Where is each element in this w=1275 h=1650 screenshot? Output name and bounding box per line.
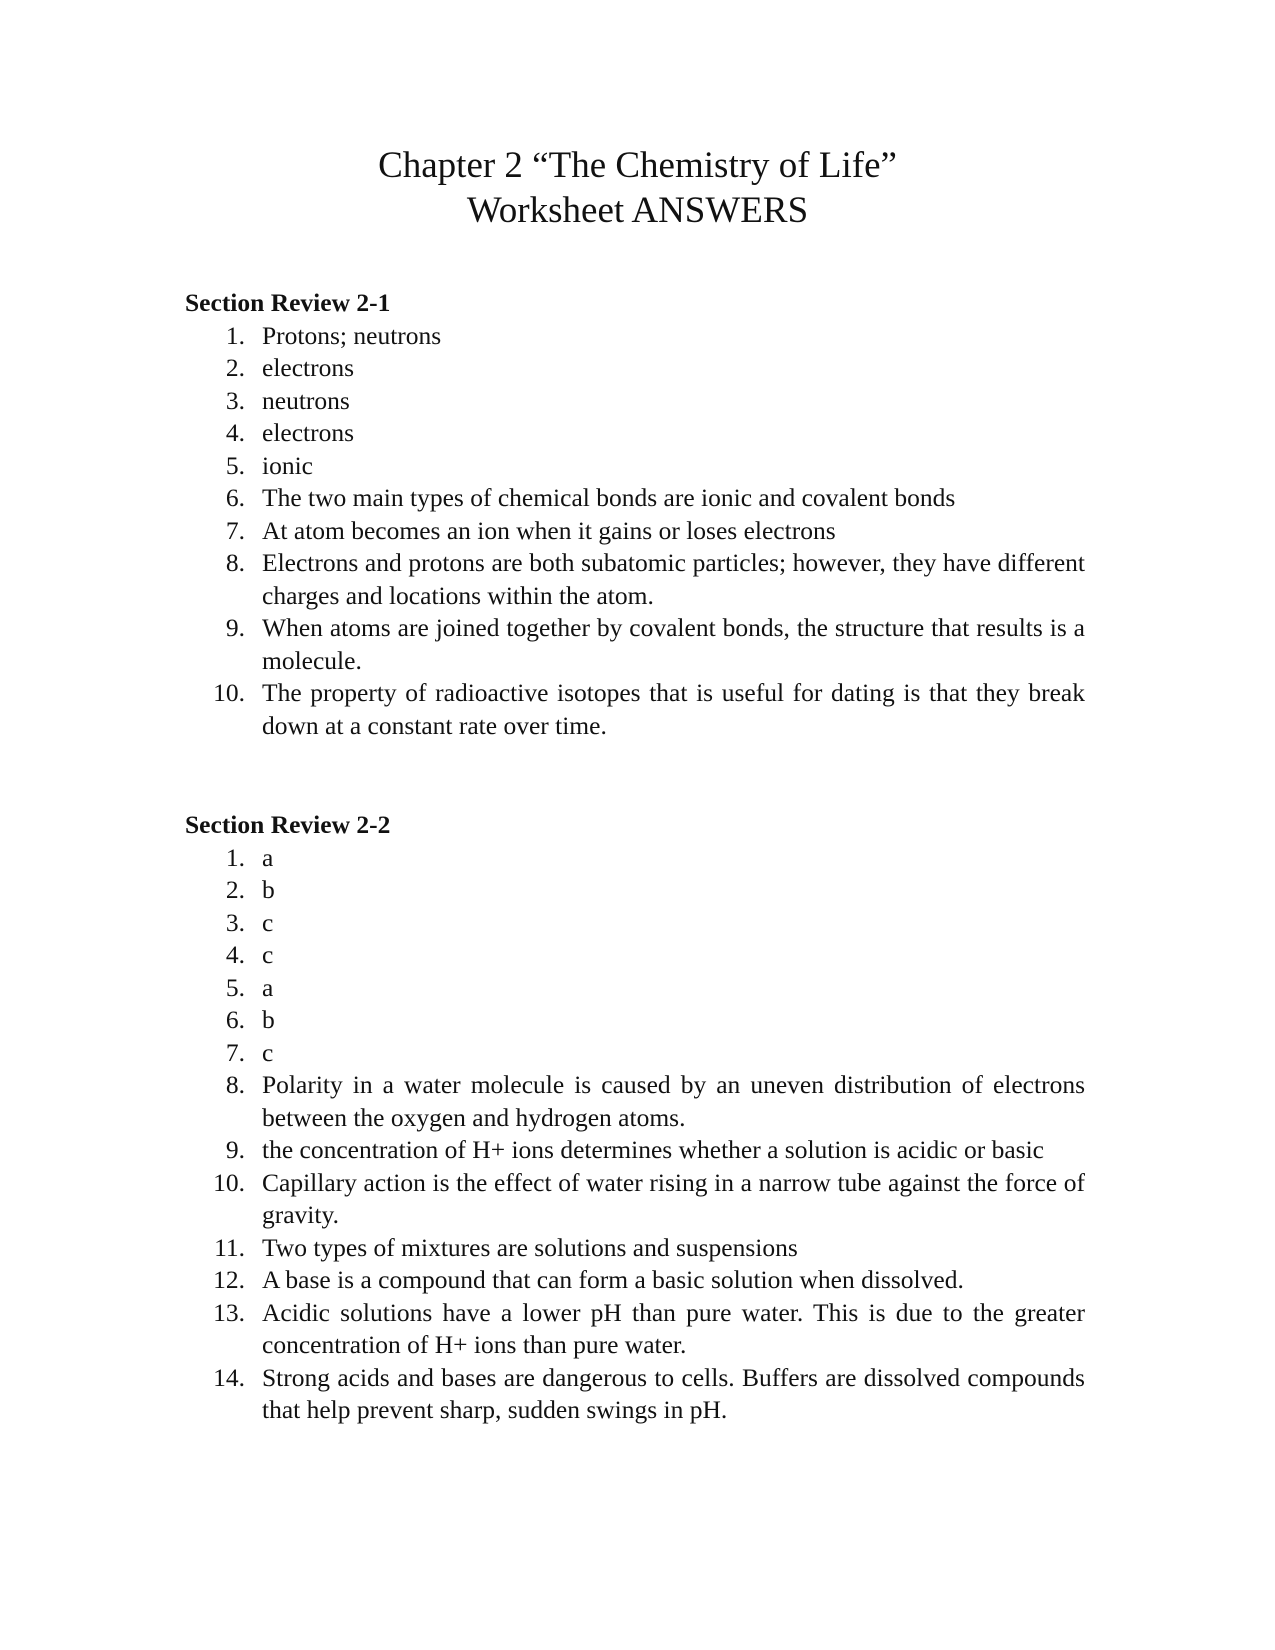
item-text: b — [262, 875, 275, 904]
item-number: 5. — [225, 972, 245, 1002]
list-item — [185, 482, 1085, 515]
title-line-1: Chapter 2 “The Chemistry of Life” — [378, 145, 897, 186]
item-number: 2. — [225, 353, 245, 382]
item-number: 3. — [225, 907, 245, 937]
item-text: a — [262, 972, 274, 1002]
item-number: 3. — [225, 385, 245, 415]
item-text: ionic — [262, 450, 313, 480]
item-number: 6. — [225, 483, 245, 512]
title-line-2: Worksheet ANSWERS — [466, 190, 809, 231]
item-number: 4. — [225, 940, 245, 969]
item-text: electrons — [262, 418, 355, 447]
item-text: When atoms are joined together by covalent bonds, the structure that results is a molecule. — [262, 613, 1085, 675]
list-item — [185, 1297, 1085, 1362]
item-number: 14. — [213, 1362, 245, 1392]
list-item — [185, 1134, 1085, 1167]
list-item — [185, 907, 1085, 940]
item-number: 12. — [213, 1265, 245, 1294]
list-item — [185, 450, 1085, 483]
list-item — [185, 612, 1085, 677]
item-number: 1. — [225, 842, 245, 872]
item-text: electrons — [262, 353, 355, 382]
item-text: b — [262, 1005, 275, 1034]
item-number: 13. — [213, 1297, 245, 1327]
item-text: c — [262, 1037, 274, 1067]
item-text: the concentration of H+ ions determines whether a solution is acidic or basic — [262, 1135, 1044, 1164]
item-number: 8. — [225, 548, 245, 577]
item-number: 10. — [213, 678, 245, 707]
list-item — [185, 939, 1085, 972]
item-text: Electrons and protons are both subatomic particles; however, they have different charges and locations within the atom. — [262, 548, 1085, 610]
item-text: A base is a compound that can form a basic solution when dissolved. — [262, 1265, 964, 1294]
list-item — [185, 677, 1085, 742]
section-review-2-1 — [185, 287, 1085, 742]
list-item — [185, 1232, 1085, 1265]
item-text: a — [262, 842, 274, 872]
answer-list — [185, 842, 1085, 1427]
section-review-2-2 — [185, 809, 1085, 1427]
item-number: 1. — [225, 320, 245, 350]
item-number: 11. — [214, 1232, 245, 1262]
item-number: 8. — [225, 1070, 245, 1099]
item-number: 9. — [225, 613, 245, 642]
item-number: 7. — [225, 1037, 245, 1067]
list-item — [185, 842, 1085, 875]
item-number: 4. — [225, 418, 245, 447]
section-heading: Section Review 2-1 — [185, 288, 391, 317]
item-text: Two types of mixtures are solutions and suspensions — [262, 1232, 798, 1262]
item-number: 10. — [213, 1167, 245, 1197]
list-item — [185, 874, 1085, 907]
list-item — [185, 1362, 1085, 1427]
item-text: The property of radioactive isotopes that is useful for dating is that they break down at a constant rate over time. — [262, 678, 1085, 740]
item-number: 9. — [225, 1135, 245, 1164]
list-item — [185, 320, 1085, 353]
item-text: Polarity in a water molecule is caused by an uneven distribution of electrons between the oxygen and hydrogen atoms. — [262, 1070, 1085, 1132]
item-text: Strong acids and bases are dangerous to cells. Buffers are dissolved compounds that help prevent sharp, sudden swings in pH. — [262, 1362, 1085, 1424]
item-text: c — [262, 907, 274, 937]
document-title — [0, 143, 1275, 233]
list-item — [185, 972, 1085, 1005]
item-text: neutrons — [262, 385, 350, 415]
item-number: 7. — [225, 515, 245, 545]
list-item — [185, 1167, 1085, 1232]
answer-list — [185, 320, 1085, 743]
item-text: Protons; neutrons — [262, 320, 442, 350]
item-number: 2. — [225, 875, 245, 904]
list-item — [185, 1264, 1085, 1297]
list-item — [185, 1069, 1085, 1134]
list-item — [185, 515, 1085, 548]
item-text: At atom becomes an ion when it gains or loses electrons — [262, 515, 836, 545]
item-text: Acidic solutions have a lower pH than pure water. This is due to the greater concentration of H+ ions than pure water. — [262, 1297, 1085, 1359]
item-text: The two main types of chemical bonds are ionic and covalent bonds — [262, 483, 956, 512]
list-item — [185, 385, 1085, 418]
list-item — [185, 1037, 1085, 1070]
item-number: 6. — [225, 1005, 245, 1034]
list-item — [185, 547, 1085, 612]
item-number: 5. — [225, 450, 245, 480]
item-text: c — [262, 940, 274, 969]
list-item — [185, 417, 1085, 450]
item-text: Capillary action is the effect of water rising in a narrow tube against the force of gravity. — [262, 1167, 1085, 1229]
list-item — [185, 1004, 1085, 1037]
list-item — [185, 352, 1085, 385]
section-heading: Section Review 2-2 — [185, 810, 391, 839]
